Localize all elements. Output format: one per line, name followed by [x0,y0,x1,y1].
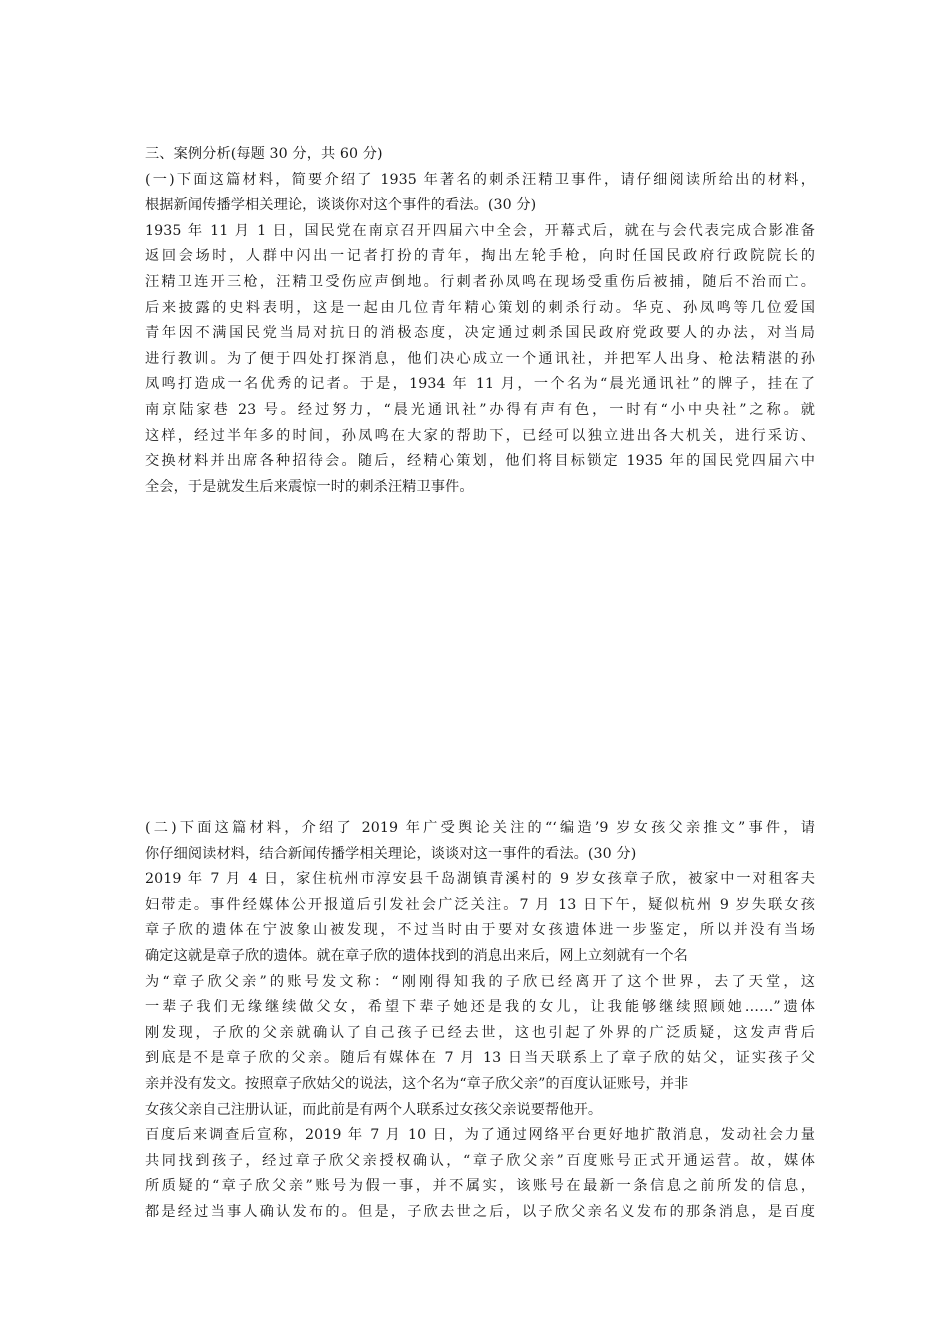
case-analysis-section-one [145,142,815,500]
material-two-line: 确定这就是章子欣的遗体。就在章子欣的遗体找到的消息出来后，网上立刻就有一个名 [145,947,688,964]
material-two-line: 到底是不是章子欣的父亲。随后有媒体在 7 月 13 日当天联系上了章子欣的姑父，证实孩子父 [145,1050,815,1067]
material-one-line: 凤鸣打造成一名优秀的记者。于是，1934 年 11 月，一个名为“晨光通讯社”的牌子，挂在了 [145,376,816,393]
material-two-line: 妇带走。事件经媒体公开报道后引发社会广泛关注。7 月 13 日下午，疑似杭州 9 岁失联女孩 [145,896,815,913]
case-analysis-section-two [145,816,815,1226]
material-two-line: 一辈子我们无缘继续做父女，希望下辈子她还是我的女儿，让我能够继续照顾她……”遗体 [145,999,815,1016]
material-two-line: 都是经过当事人确认发布的。但是，子欣去世之后，以子欣父亲名义发布的那条消息，是百度 [145,1203,815,1220]
material-one-line: 这样，经过半年多的时间，孙凤鸣在大家的帮助下，已经可以独立进出各大机关，进行采访、 [145,427,815,444]
material-one-line: 汪精卫连开三枪，汪精卫受伤应声倒地。行刺者孙凤鸣在现场受重伤后被捕，随后不治而亡。 [145,273,815,290]
material-one-line: 后来披露的史料表明，这是一起由几位青年精心策划的刺杀行动。华克、孙凤鸣等几位爱国 [145,299,815,316]
section-heading: 三、案例分析(每题 30 分，共 60 分) [145,146,383,162]
material-one-line: 返回会场时，人群中闪出一记者打扮的青年，掏出左轮手枪，向时任国民政府行政院院长的 [145,248,815,265]
material-two-line: 章子欣的遗体在宁波象山被发现，不过当时由于要对女孩遗体进一步鉴定，所以并没有当场 [145,922,815,939]
question-one-prompt-line: 根据新闻传播学相关理论，谈谈你对这个事件的看法。(30 分) [145,197,537,214]
material-two-line: 刚发现，子欣的父亲就确认了自己孩子已经去世，这也引起了外界的广泛质疑，这发声背后 [145,1024,815,1041]
material-one-line: 交换材料并出席各种招待会。随后，经精心策划，他们将目标锁定 1935 年的国民党四届六中 [145,453,815,470]
material-two-line: 共同找到孩子，经过章子欣父亲授权确认，“章子欣父亲”百度账号正式开通运营。故，媒体 [145,1152,815,1169]
material-one-line: 青年因不满国民党当局对抗日的消极态度，决定通过刺杀国民政府党政要人的办法，对当局 [145,325,815,342]
material-two-line: 所质疑的“章子欣父亲”账号为假一事，并不属实，该账号在最新一条信息之前所发的信息， [145,1178,815,1195]
material-one-line: 1935 年 11 月 1 日，国民党在南京召开四届六中全会，开幕式后，就在与会代表完成合影准备 [145,222,815,239]
question-one-prompt-line: (一)下面这篇材料，简要介绍了 1935 年著名的刺杀汪精卫事件，请仔细阅读所给出的材料， [145,171,815,188]
material-two-line: 为“章子欣父亲”的账号发文称：“刚刚得知我的子欣已经离开了这个世界，去了天堂，这 [145,973,815,990]
material-one-line: 进行教训。为了便于四处打探消息，他们决心成立一个通讯社，并把军人出身、枪法精湛的孙 [145,350,815,367]
material-two-line: 2019 年 7 月 4 日，家住杭州市淳安县千岛湖镇青溪村的 9 岁女孩章子欣，被家中一对租客夫 [145,871,815,888]
material-two-line: 亲并没有发文。按照章子欣姑父的说法，这个名为“章子欣父亲”的百度认证账号，并非 [145,1075,689,1092]
material-two-line: 百度后来调查后宣称，2019 年 7 月 10 日，为了通过网络平台更好地扩散消息，发动社会力量 [145,1127,815,1144]
material-one-line: 全会，于是就发生后来震惊一时的刺杀汪精卫事件。 [145,478,474,495]
material-one-line: 南京陆家巷 23 号。经过努力，“晨光通讯社”办得有声有色，一时有“小中央社”之称。就 [145,401,815,418]
material-two-line: 女孩父亲自己注册认证，而此前是有两个人联系过女孩父亲说要帮他开。 [145,1101,603,1118]
question-two-prompt-line: 你仔细阅读材料，结合新闻传播学相关理论，谈谈对这一事件的看法。(30 分) [145,845,637,862]
question-two-prompt-line: (二)下面这篇材料，介绍了 2019 年广受舆论关注的“‘编造’9 岁女孩父亲推文”事件，请 [145,820,815,836]
